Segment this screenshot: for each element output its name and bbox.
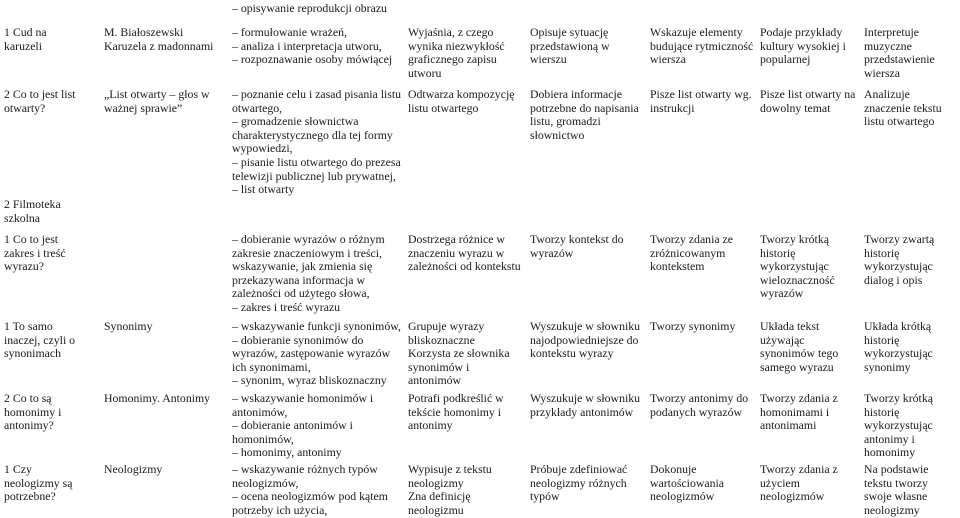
tasks-cell: – wskazywanie funkcji synonimów, – dobieranie synonimów do wyrazów, zastępowanie wyrazów ich synonimami, – synonim, wyraz bliskoznaczny [232, 319, 401, 388]
requirement-level-2-cell: Wyszukuje w słowniku najodpowiedniejsze do kontekstu wyrazy [530, 319, 641, 361]
tasks-cell: – poznanie celu i zasad pisania listu otwartego, – gromadzenie słownictwa charakterystycznego dla tej formy wypowiedzi, – pisanie listu otwartego do prezesa telewizji publicznej lub prywatnej, – list otwarty [232, 87, 402, 197]
requirement-level-5-cell: Interpretuje muzyczne przedstawienie wiersza [864, 25, 935, 80]
requirement-level-1-cell: Odtwarza kompozycję listu otwartego [408, 87, 515, 115]
requirement-level-5-cell: Tworzy krótką historię wykorzystując antonimy i homonimy [864, 391, 933, 460]
requirement-level-4-cell: Tworzy zdania z homonimami i antonimami [760, 391, 838, 433]
lesson-topic-cell: 1 Co to jest zakres i treść wyrazu? [4, 232, 66, 274]
lesson-topic-cell: 2 Co to są homonimy i antonimy? [4, 391, 62, 433]
lesson-topic-cell: 1 To samo inaczej, czyli o synonimach [4, 319, 76, 361]
lesson-topic-cell: 1 Cud na karuzeli [4, 25, 47, 53]
requirement-level-4-cell: Tworzy zdania z użyciem neologizmów [760, 462, 838, 504]
requirement-level-5-cell: Układa krótką historię wykorzystując synonimy [864, 319, 933, 374]
requirement-level-2-cell: Dobiera informacje potrzebne do napisania listu, gromadzi słownictwo [530, 87, 639, 142]
requirement-level-3-cell: Tworzy zdania ze zróżnicowanym kontekstem [650, 232, 734, 274]
lesson-topic-cell: 2 Co to jest list otwarty? [4, 87, 76, 115]
requirement-level-4-cell: Podaje przykłady kultury wysokiej i popularnej [760, 25, 846, 67]
requirement-level-5-cell: Analizuje znaczenie tekstu listu otwartego [864, 87, 942, 129]
text-title-cell: Synonimy [104, 319, 153, 333]
requirement-level-3-cell: Pisze list otwarty wg. instrukcji [650, 87, 752, 115]
text-title-cell: Neologizmy [104, 462, 163, 476]
text-title-cell: „List otwarty – głos w ważnej sprawie” [104, 87, 210, 115]
requirement-level-1-cell: Wyjaśnia, z czego wynika niezwykłość graficznego zapisu utworu [408, 25, 505, 80]
requirement-level-5-cell: Na podstawie tekstu tworzy swoje własne neologizmy [864, 462, 929, 517]
requirement-level-4-cell: Tworzy krótką historię wykorzystując wieloznaczność wyrazów [760, 232, 835, 301]
requirement-level-2-cell: Tworzy kontekst do wyrazów [530, 232, 624, 260]
tasks-cell: – opisywanie reprodukcji obrazu [232, 1, 387, 15]
text-title-cell: Homonimy. Antonimy [104, 391, 211, 405]
requirement-level-4-cell: Pisze list otwarty na dowolny temat [760, 87, 856, 115]
requirement-level-4-cell: Układa tekst używając synonimów tego samego wyrazu [760, 319, 839, 374]
requirement-level-3-cell: Tworzy antonimy do podanych wyrazów [650, 391, 749, 419]
requirement-level-2-cell: Opisuje sytuację przedstawioną w wierszu [530, 25, 610, 67]
lesson-topic-cell: 1 Czy neologizmy są potrzebne? [4, 462, 73, 504]
requirement-level-3-cell: Tworzy synonimy [650, 319, 736, 333]
requirement-level-3-cell: Wskazuje elementy budujące rytmiczność wiersza [650, 25, 754, 67]
requirement-level-5-cell: Tworzy zwartą historię wykorzystując dialog i opis [864, 232, 935, 287]
tasks-cell: – formułowanie wrażeń, – analiza i interpretacja utworu, – rozpoznawanie osoby mówiącej [232, 25, 393, 67]
tasks-cell: – wskazywanie homonimów i antonimów, – dobieranie antonimów i homonimów, – homonimy, antonimy [232, 391, 374, 460]
requirement-level-1-cell: Dostrzega różnice w znaczeniu wyrazu w zależności od kontekstu [408, 232, 521, 274]
lesson-topic-cell: 2 Filmoteka szkolna [4, 197, 61, 225]
requirement-level-1-cell: Grupuje wyrazy bliskoznaczne Korzysta ze słownika synonimów i antonimów [408, 319, 510, 388]
requirement-level-2-cell: Próbuje zdefiniować neologizmy różnych typów [530, 462, 628, 504]
tasks-cell: – wskazywanie różnych typów neologizmów, – ocena neologizmów pod kątem potrzeby ich użycia, [232, 462, 388, 517]
requirement-level-1-cell: Wypisuje z tekstu neologizmy Zna definicję neologizmu [408, 462, 492, 517]
requirement-level-2-cell: Wyszukuje w słowniku przykłady antonimów [530, 391, 641, 419]
tasks-cell: – dobieranie wyrazów o różnym zakresie znaczeniowym i treści, wskazywanie, jak zmienia się przekazywana informacja w zależności od użytego słowa, – zakres i treść wyrazu [232, 232, 385, 314]
requirement-level-3-cell: Dokonuje wartościowania neologizmów [650, 462, 725, 504]
text-title-cell: M. Białoszewski Karuzela z madonnami [104, 25, 214, 53]
requirement-level-1-cell: Potrafi podkreślić w tekście homonimy i antonimy [408, 391, 504, 433]
